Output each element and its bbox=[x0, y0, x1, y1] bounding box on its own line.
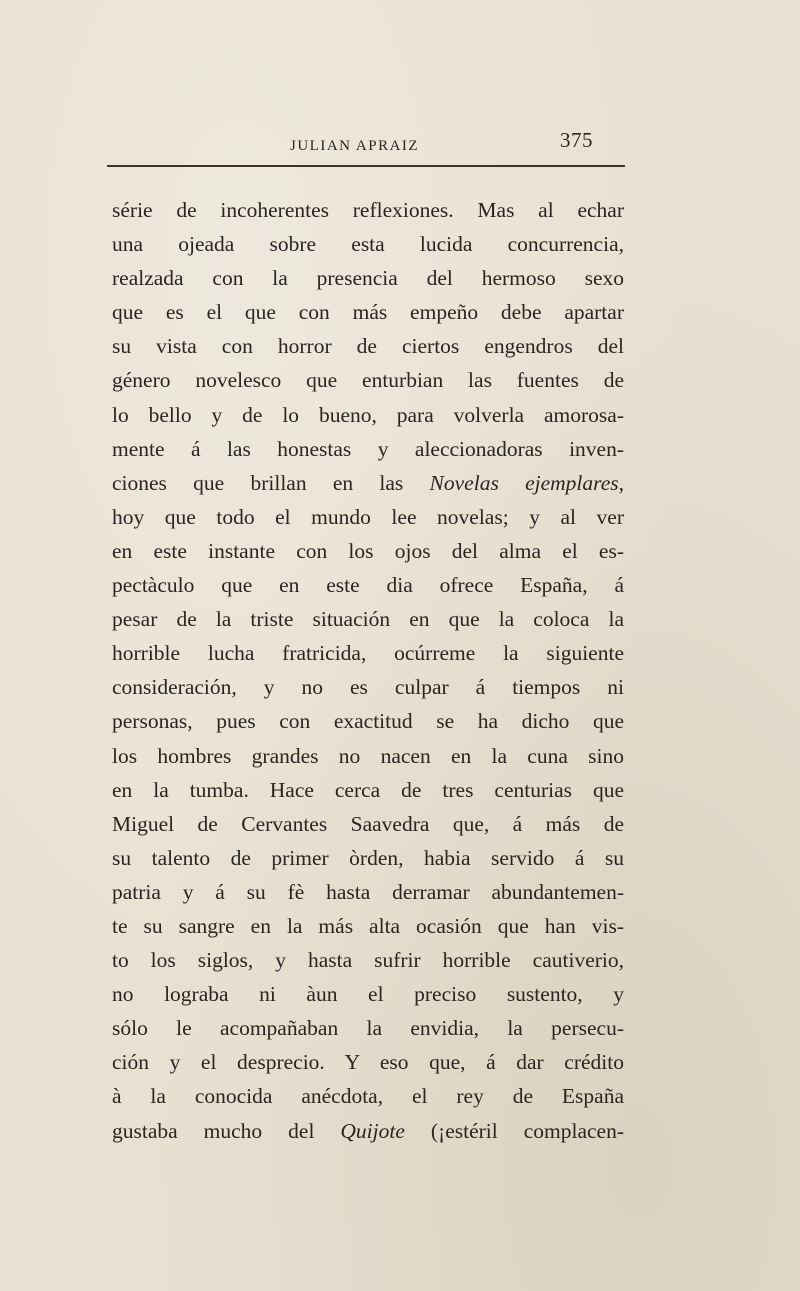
text-line: Miguel de Cervantes Saavedra que, á más de bbox=[112, 811, 624, 836]
text-segment: gustaba mucho del bbox=[112, 1118, 341, 1143]
running-header-author: JULIAN APRAIZ bbox=[290, 138, 420, 154]
text-line: su vista con horror de ciertos engendros del bbox=[112, 334, 624, 359]
text-line: sólo le acompañaban la envidia, la persecu- bbox=[112, 1016, 624, 1041]
page-number: 375 bbox=[560, 128, 593, 152]
text-line: una ojeada sobre esta lucida concurrencia, bbox=[112, 232, 624, 257]
text-line: no lograba ni àun el preciso sustento, y bbox=[112, 982, 624, 1007]
text-line: en la tumba. Hace cerca de tres centurias que bbox=[112, 777, 624, 802]
text-line: patria y á su fè hasta derramar abundantemen- bbox=[112, 879, 624, 904]
text-line: los hombres grandes no nacen en la cuna sino bbox=[112, 743, 624, 768]
text-line bbox=[112, 1114, 624, 1148]
text-line: su talento de primer òrden, habia servido á su bbox=[112, 845, 624, 870]
text-line: lo bello y de lo bueno, para volverla amorosa- bbox=[112, 402, 624, 427]
text-segment: ciones que brillan en las bbox=[112, 470, 430, 495]
text-line: horrible lucha fratricida, ocúrreme la siguiente bbox=[112, 641, 624, 666]
body-text bbox=[112, 193, 624, 1148]
text-line: que es el que con más empeño debe apartar bbox=[112, 300, 624, 325]
text-line: realzada con la presencia del hermoso sexo bbox=[112, 266, 624, 291]
text-line: à la conocida anécdota, el rey de España bbox=[112, 1084, 624, 1109]
text-line: hoy que todo el mundo lee novelas; y al ver bbox=[112, 504, 624, 529]
text-line: género novelesco que enturbian las fuentes de bbox=[112, 368, 624, 393]
italic-title: Novelas ejemplares bbox=[429, 470, 619, 495]
header-rule bbox=[107, 165, 625, 167]
text-line: personas, pues con exactitud se ha dicho que bbox=[112, 709, 624, 734]
text-line: en este instante con los ojos del alma el es- bbox=[112, 538, 624, 563]
text-line: mente á las honestas y aleccionadoras inven- bbox=[112, 436, 624, 461]
italic-title: Quijote bbox=[340, 1118, 405, 1143]
text-line: consideración, y no es culpar á tiempos ni bbox=[112, 675, 624, 700]
text-line: pesar de la triste situación en que la coloca la bbox=[112, 607, 624, 632]
text-segment: , bbox=[618, 470, 624, 495]
text-line: to los siglos, y hasta sufrir horrible cautiverio, bbox=[112, 948, 624, 973]
running-header bbox=[290, 128, 600, 158]
text-line: te su sangre en la más alta ocasión que han vis- bbox=[112, 913, 624, 938]
text-line: série de incoherentes reflexiones. Mas al echar bbox=[112, 198, 624, 222]
text-line: ción y el desprecio. Y eso que, á dar crédito bbox=[112, 1050, 624, 1075]
text-line: pectàculo que en este dia ofrece España, á bbox=[112, 573, 624, 598]
text-line bbox=[112, 466, 624, 500]
text-segment: (¡estéril complacen- bbox=[404, 1118, 624, 1143]
